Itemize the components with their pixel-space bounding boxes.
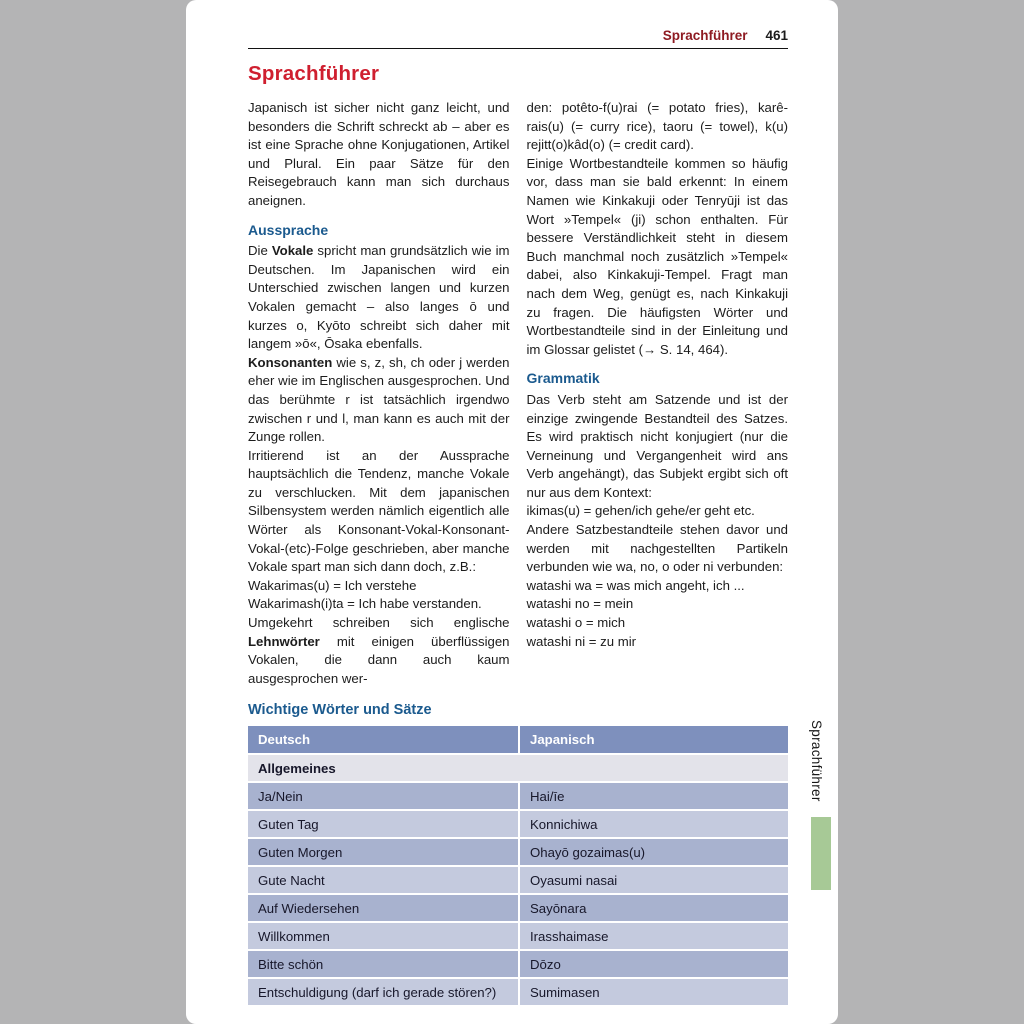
paragraph: Irritierend ist an der Aussprache hauptsächlich die Tendenz, manche Vokale zu verschlucken. Mit dem japanischen Silbensystem werden nämlich eigentlich alle Wörter als Konsonant-Vokal-Konsonant-Vokal-(etc)-Folge geschrieben, aber manche Vokale spart man sich dann doch, z.B.: (248, 447, 510, 575)
cell-japanisch: Irasshaimase (520, 923, 788, 949)
table-group-row (248, 755, 788, 781)
paragraph: den: potêto-f(u)rai (= potato fries), karê-rais(u) (= curry rice), taoru (= towel), k(u) rejitt(o)kâd(o) (= credit card). (526, 100, 788, 153)
paragraph: Konsonanten wie s, z, sh, ch oder j werden eher wie im Englischen ausgesprochen. Und das berühmte r ist tatsächlich irgendwo zwischen r und l, man kann es auch mit der Zunge rollen. (248, 354, 510, 445)
paragraph: Andere Satzbestandteile stehen davor und werden mit nachgestellten Partikeln verbunden wie wa, no, o oder ni verbunden: (526, 522, 788, 575)
cell-deutsch: Gute Nacht (248, 867, 518, 893)
cell-japanisch: Konnichiwa (520, 811, 788, 837)
table-header-row (248, 726, 788, 753)
paragraph: Einige Wortbestandteile kommen so häufig vor, dass man sie bald erkennt: In einem Namen wie Kinkakuji oder Tenryūji ist das Wort »Tempel« (ji) schon enthalten. Für bessere Verständlichkeit steht in diesem Buch manchmal noch zusätzlich »Tempel« dabei, also Kinkakuji-Tempel. Fragt man nach dem Weg, genügt es, nach Kinkakuji zu fragen. Die häufigsten Wörter und Wortbestandteile sind in der Einleitung und im Glossar gelistet (→ S. 14, 464). (526, 155, 788, 357)
page-content (248, 0, 788, 1007)
cell-deutsch: Ja/Nein (248, 783, 518, 809)
side-tab-label: Sprachführer (809, 720, 824, 802)
cell-deutsch: Entschuldigung (darf ich gerade stören?) (248, 979, 518, 1005)
paragraph: Die Vokale spricht man grundsätzlich wie im Deutschen. Im Japanischen wird ein Unterschied zwischen langen und kurzen Vokalen gemacht – also langes ō und kurzes o, Kyōto schreibt sich daher mit langem »ō«, Ōsaka ebenfalls. (248, 243, 510, 352)
section-heading: Aussprache (248, 221, 329, 238)
text-line: ikimas(u) = gehen/ich gehe/er geht etc. (526, 503, 755, 519)
table-row (248, 783, 788, 809)
cell-deutsch: Auf Wiedersehen (248, 895, 518, 921)
paragraph: Das Verb steht am Satzende und ist der einzige zwingende Bestandteil des Satzes. Es wird praktisch nicht konjugiert (nur die Verneinung und Vergangenheit wird ans Verb angehängt), das Subjekt ergibt sich oft nur aus dem Kontext: (526, 391, 788, 500)
table-row (248, 979, 788, 1005)
table-row (248, 811, 788, 837)
cell-japanisch: Ohayō gozaimas(u) (520, 839, 788, 865)
cell-deutsch: Bitte schön (248, 951, 518, 977)
side-tab-green-bar (811, 817, 831, 890)
cell-japanisch: Hai/īe (520, 783, 788, 809)
cell-deutsch: Willkommen (248, 923, 518, 949)
right-column (527, 99, 789, 688)
text-line: Wakarimash(i)ta = Ich habe verstanden. (248, 596, 482, 612)
table-row (248, 839, 788, 865)
cell-deutsch: Guten Tag (248, 811, 518, 837)
cell-japanisch: Sayōnara (520, 895, 788, 921)
paragraph: Japanisch ist sicher nicht ganz leicht, und besonders die Schrift schreckt ab – aber es ist eine Sprache ohne Konjugationen, Artikel und Plural. Ein paar Sätze für den Reisegebrauch kann man sich durchaus aneignen. (248, 100, 510, 208)
table-row (248, 951, 788, 977)
table-body (248, 783, 788, 1005)
page-title: Sprachführer (248, 62, 380, 85)
table-row (248, 895, 788, 921)
running-header (248, 0, 788, 49)
text-line: Wakarimas(u) = Ich verstehe (248, 577, 417, 593)
table-row (248, 867, 788, 893)
table-row (248, 923, 788, 949)
vocab-section-title: Wichtige Wörter und Sätze (248, 702, 432, 719)
text-line: watashi o = mich (526, 615, 626, 631)
section-heading: Grammatik (526, 370, 600, 387)
text-line: watashi no = mein (526, 596, 634, 612)
cell-japanisch: Oyasumi nasai (520, 867, 788, 893)
vocab-table (248, 726, 788, 1005)
table-group-label: Allgemeines (248, 755, 788, 781)
paragraph: Umgekehrt schreiben sich englische Lehnwörter mit einigen überflüssigen Vokalen, die dann auch kaum ausgesprochen wer- (248, 615, 510, 686)
book-page (186, 0, 838, 1024)
table-header-deutsch: Deutsch (248, 726, 518, 753)
two-column-text (248, 99, 788, 688)
table-header-japanisch: Japanisch (520, 726, 788, 753)
cell-deutsch: Guten Morgen (248, 839, 518, 865)
running-header-title: Sprachführer (662, 28, 748, 43)
cell-japanisch: Dōzo (520, 951, 788, 977)
page-number: 461 (765, 28, 788, 43)
left-column (248, 99, 510, 688)
cell-japanisch: Sumimasen (520, 979, 788, 1005)
text-line: watashi wa = was mich angeht, ich ... (526, 577, 745, 593)
text-line: watashi ni = zu mir (526, 633, 637, 649)
